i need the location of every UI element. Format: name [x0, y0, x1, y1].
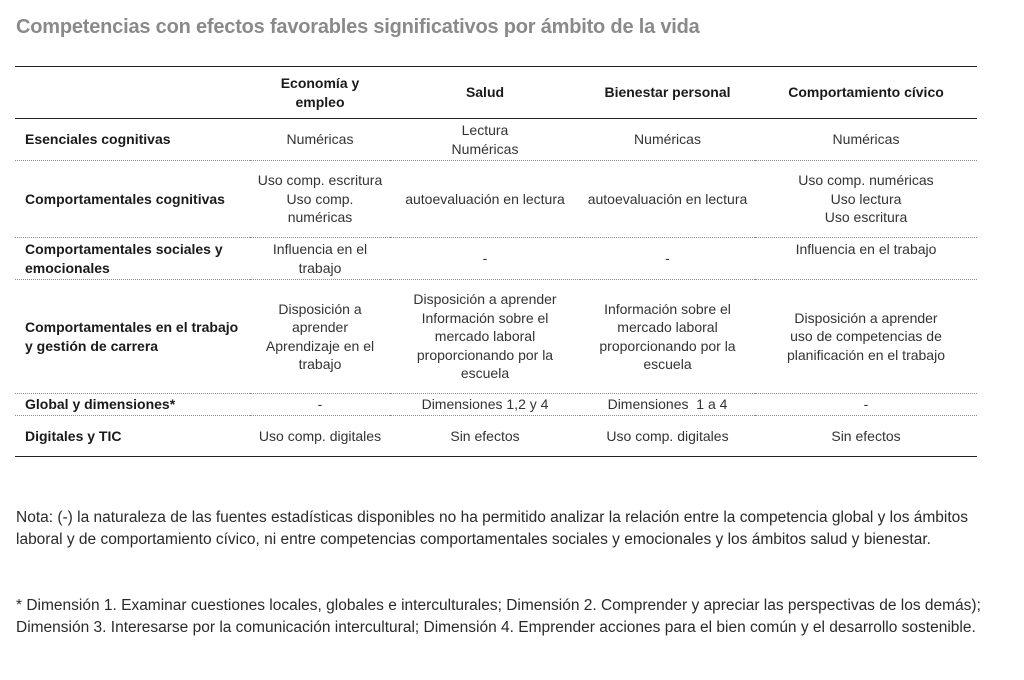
table-cell: Numéricas — [634, 131, 701, 148]
table-cell: Influencia en el trabajo — [795, 241, 937, 257]
row-label: Comportamentales en el trabajo y gestión de carrera — [25, 319, 239, 354]
table-header-row — [15, 67, 977, 119]
table-cell: Numéricas — [286, 131, 354, 148]
table-cell: Numéricas — [832, 131, 900, 148]
table-cell: Uso comp. numéricas Uso lectura Uso escritura — [798, 172, 934, 226]
dimensions-footnote: * Dimensión 1. Examinar cuestiones locales, globales e interculturales; Dimensión 2. Comprender y apreciar las perspectivas de los demás); Dimensión 3. Interesarse por la comunicación intercultural; Dimensión 4. Emprender acciones para el bien común y el desarrollo sostenible. — [16, 597, 981, 636]
header-empty — [15, 67, 250, 119]
row-label: Digitales y TIC — [25, 427, 122, 444]
table-cell: Uso comp. escritura Uso comp. numéricas — [257, 172, 383, 226]
table-row — [15, 394, 977, 416]
table-cell: Información sobre el mercado laboral proporcionando por la escuela — [599, 300, 736, 372]
row-label: Comportamentales sociales y emocionales — [25, 241, 223, 276]
table-row — [15, 416, 977, 457]
table-cell: Dimensiones 1 a 4 — [607, 396, 728, 413]
table-cell: Disposición a aprender Información sobre el mercado laboral proporcionando por la escuela — [413, 291, 557, 382]
table-cell: - — [317, 396, 323, 413]
table-cell: Influencia en el trabajo — [272, 241, 368, 276]
table-cell: - — [482, 250, 488, 267]
table-row — [15, 238, 977, 280]
table-cell: Disposición a aprender uso de competencias de planificación en el trabajo — [787, 309, 945, 363]
row-label: Esenciales cognitivas — [25, 131, 171, 148]
table-cell: Sin efectos — [450, 427, 520, 444]
table-cell: Sin efectos — [831, 427, 901, 444]
table-cell: - — [863, 396, 869, 413]
table-cell: autoevaluación en lectura — [405, 190, 565, 207]
row-label: Comportamentales cognitivas — [25, 190, 225, 207]
table-row — [15, 161, 977, 238]
table-cell: - — [665, 250, 670, 267]
table-cell: Dimensiones 1,2 y 4 — [421, 396, 549, 413]
competencias-table — [15, 66, 977, 457]
table-cell: Uso comp. digitales — [606, 427, 729, 444]
table-cell: Disposición a aprender Aprendizaje en el trabajo — [265, 300, 375, 372]
header-bienestar: Bienestar personal — [604, 84, 731, 101]
table-cell: autoevaluación en lectura — [587, 190, 748, 207]
page-title: Competencias con efectos favorables significativos por ámbito de la vida — [16, 16, 700, 38]
header-salud: Salud — [465, 84, 505, 101]
note-text: Nota: (-) la naturaleza de las fuentes estadísticas disponibles no ha permitido analizar la relación entre la competencia global y los ámbitos laboral y de comportamiento cívico, ni entre competencias comportamentales sociales y emocionales y los ámbitos salud y bienestar. — [16, 509, 969, 548]
table-row — [15, 280, 977, 394]
table-row — [15, 119, 977, 161]
table-cell: Uso comp. digitales — [258, 427, 382, 444]
table-cell: Lectura Numéricas — [451, 122, 519, 157]
row-label: Global y dimensiones* — [25, 396, 176, 413]
header-economia: Economía y empleo — [280, 75, 360, 110]
header-civico: Comportamiento cívico — [788, 84, 944, 101]
